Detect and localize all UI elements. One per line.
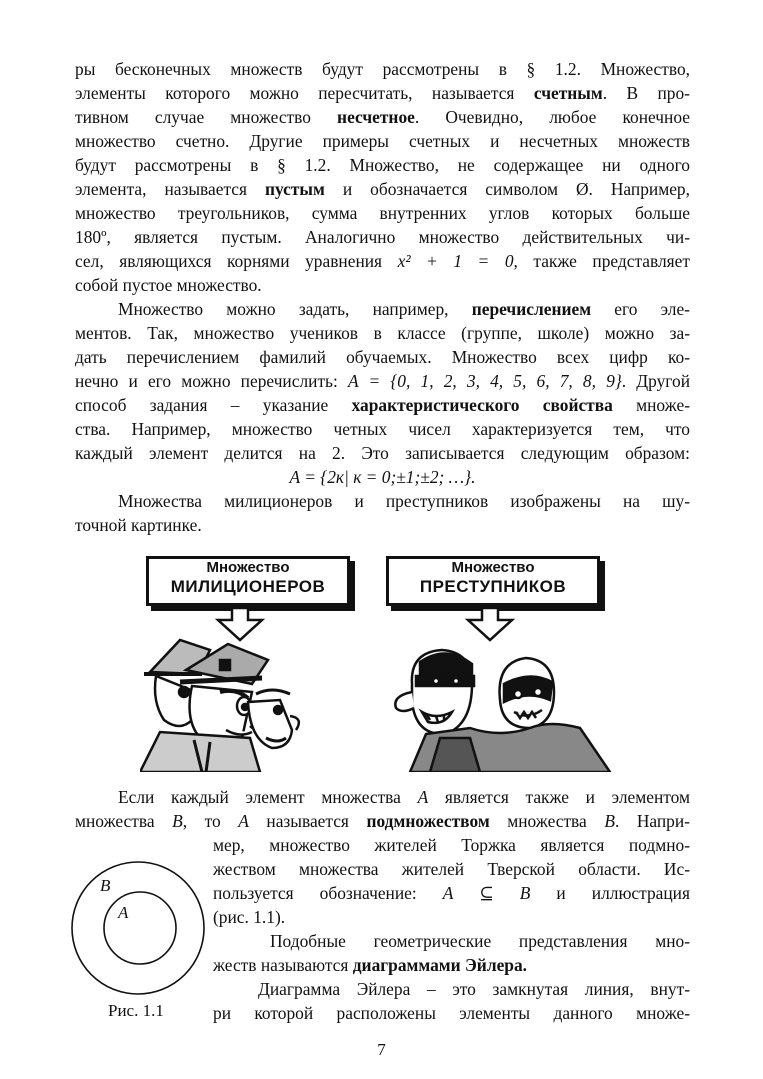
policemen-illustration: [140, 640, 299, 772]
p2-line5: способ задания – указание характеристического свойства множе-: [75, 395, 690, 415]
p1-line8: 180º, является пустым. Аналогично множество действительных чи-: [75, 227, 690, 247]
p1-line10: собой пустое множество.: [75, 275, 262, 295]
sign-criminals: Множество ПРЕСТУПНИКОВ: [386, 556, 600, 606]
p3-line1: Множества милиционеров и преступников изображены на шу-: [118, 491, 690, 511]
p5-line1: Подобные геометрические представления мно-: [270, 931, 690, 951]
inner-circle: [104, 892, 176, 964]
outer-circle: [72, 862, 204, 994]
p1-line6: элемента, называется пустым и обозначается символом Ø. Например,: [75, 179, 690, 199]
arrow-down-icon: [468, 608, 512, 640]
p4-line2: множества B, то A называется подмножеством множества B. Напри-: [75, 811, 690, 831]
p5-line2: жеств называются диаграммами Эйлера.: [213, 955, 528, 975]
p1-line1: ры бесконечных множеств будут рассмотрены в § 1.2. Множество,: [75, 59, 690, 79]
figure-caption: Рис. 1.1: [108, 1001, 164, 1020]
cartoon-drawing: [140, 552, 620, 772]
p2-line3: дать перечислением фамилий обучаемых. Множество всех цифр ко-: [75, 347, 690, 367]
p6-line2: ри которой расположены элементы данного множе-: [213, 1003, 690, 1023]
euler-diagram: [68, 858, 208, 998]
p1-line3: тивном случае множество несчетное. Очевидно, любое конечное: [75, 107, 690, 127]
criminals-illustration: [395, 650, 610, 772]
p4-line3: мер, множество жителей Торжка является подмно-: [213, 835, 690, 855]
label-a: A: [118, 903, 129, 922]
page-number: 7: [377, 1040, 386, 1059]
p1-line7: множество треугольников, сумма внутренних углов которых больше: [75, 203, 690, 223]
p2-line7: каждый элемент делится на 2. Это записывается следующим образом:: [75, 443, 690, 463]
p1-line5: будут рассмотрены в § 1.2. Множество, не содержащее ни одного: [75, 155, 690, 175]
p3-line2: точной картинке.: [75, 515, 202, 535]
p4-line1: Если каждый элемент множества A является также и элементом: [118, 787, 690, 807]
p2-line6: ства. Например, множество четных чисел характеризуется тем, что: [75, 419, 690, 439]
p4-line5: пользуется обозначение: A ⊆ B и иллюстрация: [213, 883, 690, 903]
p2-line2: ментов. Так, множество учеников в классе (группе, школе) можно за-: [75, 323, 690, 343]
label-b: B: [100, 876, 111, 895]
arrow-down-icon: [218, 608, 262, 640]
p4-line4: жеством множества жителей Тверской области. Ис-: [213, 859, 690, 879]
p6-line1: Диаграмма Эйлера – это замкнутая линия, внут-: [258, 979, 690, 999]
cartoon: [140, 552, 620, 772]
p2-line4: нечно и его можно перечислить: A = {0, 1, 2, 3, 4, 5, 6, 7, 8, 9}. Другой: [75, 371, 691, 391]
p1-line4: множество счетно. Другие примеры счетных и несчетных множеств: [75, 131, 690, 151]
p4-line6: (рис. 1.1).: [213, 907, 286, 927]
sign-militia: Множество МИЛИЦИОНЕРОВ: [146, 556, 350, 606]
p1-line9: сел, являющихся корнями уравнения x² + 1 = 0, также представляет: [75, 251, 690, 271]
p1-line2: элементы которого можно пересчитать, называется счетным. В про-: [75, 83, 690, 103]
p2-line1: Множество можно задать, например, перечислением его эле-: [118, 299, 690, 319]
p2-formula: A = {2к| к = 0;±1;±2; …}.: [289, 467, 476, 487]
